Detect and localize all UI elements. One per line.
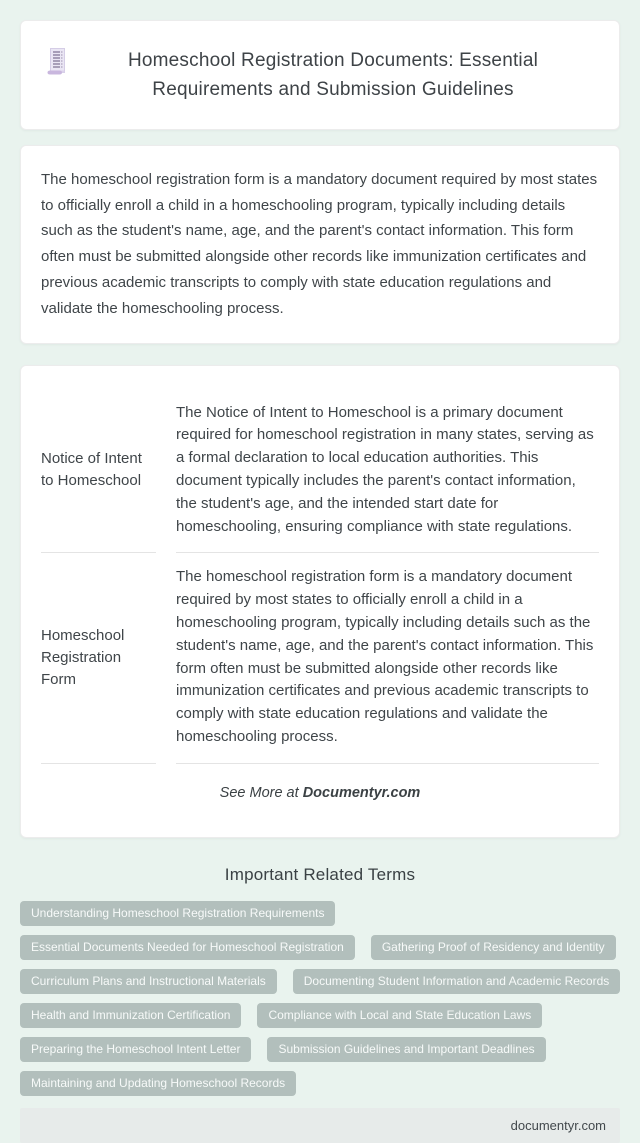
page-background: [0, 20, 640, 1143]
footer-bar: [20, 1108, 620, 1143]
related-term-tag[interactable]: Gathering Proof of Residency and Identity: [371, 935, 616, 960]
related-terms-heading: Important Related Terms: [224, 865, 416, 885]
related-term-tag[interactable]: Understanding Homeschool Registration Requirements: [20, 901, 335, 926]
intro-card: [20, 145, 620, 344]
page-title: Homeschool Registration Documents: Essential Requirements and Submission Guidelines: [127, 50, 539, 101]
site-name: Documentyr.com: [302, 784, 421, 801]
related-term-tag[interactable]: Submission Guidelines and Important Deadlines: [267, 1037, 545, 1062]
related-term-tag[interactable]: Compliance with Local and State Education Laws: [257, 1003, 542, 1028]
related-term-tag[interactable]: Essential Documents Needed for Homeschool Registration: [20, 935, 355, 960]
glossary-card: [20, 365, 620, 839]
tag-row: [20, 1071, 620, 1096]
see-more-prefix: See More at: [219, 784, 299, 801]
term-name: Notice of Intent to Homeschool: [41, 389, 156, 554]
term-description: The homeschool registration form is a mandatory document required by most states to officially enroll a child in a homeschooling program, typically including details such as the student's name, age, and the parent's contact information. This form often must be submitted alongside other records like immunization certificates and previous academic transcripts to comply with state education regulations and validate the homeschooling process.: [176, 553, 599, 763]
related-term-tag[interactable]: Documenting Student Information and Academic Records: [293, 969, 621, 994]
related-term-tag[interactable]: Health and Immunization Certification: [20, 1003, 241, 1028]
related-terms-list: [0, 901, 640, 1096]
related-term-tag[interactable]: Curriculum Plans and Instructional Materials: [20, 969, 277, 994]
tag-row: [20, 901, 620, 926]
term-description: The Notice of Intent to Homeschool is a primary document required for homeschool registration in many states, serving as a formal declaration to local education authorities. This document typically includes the parent's contact information, the student's age, and the intended start date for homeschooling, ensuring compliance with state regulations.: [176, 389, 599, 554]
term-name: Homeschool Registration Form: [41, 553, 156, 763]
terms-table: [41, 389, 599, 764]
see-more-note: [41, 785, 599, 801]
receipt-document-icon: [47, 48, 67, 76]
intro-paragraph: The homeschool registration form is a mandatory document required by most states to officially enroll a child in a homeschooling program, typically including details such as the student's name, age, and the parent's contact information. This form often must be submitted alongside other records like immunization certificates and previous academic transcripts to comply with state education regulations and validate the homeschooling process.: [41, 170, 598, 317]
title-card: [20, 20, 620, 130]
tag-row: [20, 935, 620, 960]
tag-row: [20, 969, 620, 994]
footer-site-link[interactable]: documentyr.com: [510, 1118, 606, 1134]
related-term-tag[interactable]: Preparing the Homeschool Intent Letter: [20, 1037, 251, 1062]
tag-row: [20, 1003, 620, 1028]
tag-row: [20, 1037, 620, 1062]
related-term-tag[interactable]: Maintaining and Updating Homeschool Records: [20, 1071, 296, 1096]
